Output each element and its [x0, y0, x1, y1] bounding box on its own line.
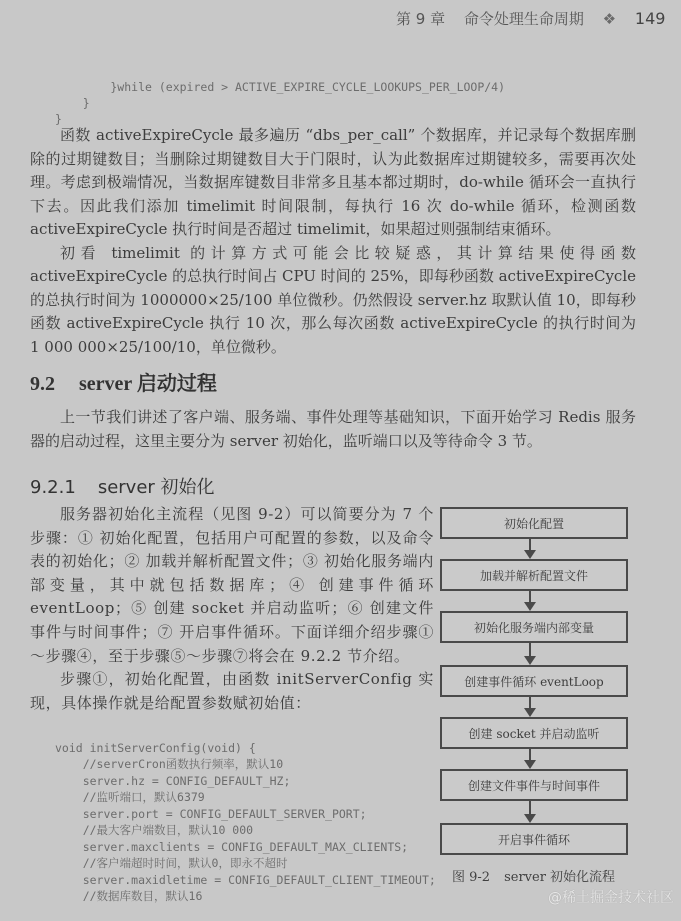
page-header: [396, 8, 665, 29]
page-number: 149: [634, 9, 666, 28]
paragraph: 初看 timelimit 的计算方式可能会比较疑惑，其计算结果使得函数 activeExpireCycle 的总执行时间占 CPU 时间的 25%，即每秒函数 activeExpireCycle 的总执行时间为 1000000×25/100 单位微秒。仍然假设 server.hz 取默认值 10，即每秒函数 activeExpireCycle 执行 10 次，那么每次函数 activeExpireCycle 的执行时间为 1 000 000×25/100/10，单位微秒。: [30, 243, 636, 356]
flow-step-init-config: 初始化配置: [440, 507, 628, 539]
code-line: server.maxidletime = CONFIG_DEFAULT_CLIENT_TIMEOUT;: [55, 872, 436, 887]
subsection-title: server 初始化: [97, 477, 215, 498]
ornament-icon: ❖: [602, 10, 617, 28]
arrow-down-icon: [529, 539, 531, 557]
paragraph: 服务器初始化主流程（见图 9-2）可以简要分为 7 个步骤：① 初始化配置，包括用户可配置的参数，以及命令表的初始化；② 加载并解析配置文件；③ 初始化服务端内部变量，其中就包括数据库；④ 创建事件循环 eventLoop；⑤ 创建 socket 并启动监听；⑥ 创建文件事件与时间事件；⑦ 开启事件循环。下面详细介绍步骤①～步骤④，至于步骤⑤～步骤⑦将会在 9.2.2 节介绍。: [30, 505, 434, 665]
code-line: }while (expired > ACTIVE_EXPIRE_CYCLE_LOOKUPS_PER_LOOP/4): [55, 80, 506, 94]
code-line: //数据库数目，默认16: [55, 889, 203, 903]
arrow-down-icon: [529, 643, 531, 663]
code-line: server.hz = CONFIG_DEFAULT_HZ;: [55, 773, 291, 788]
body-text-top: [30, 124, 636, 359]
code-line: }: [55, 96, 90, 110]
arrow-down-icon: [529, 749, 531, 767]
code-line: //监听端口，默认6379: [55, 790, 205, 804]
paragraph: 函数 activeExpireCycle 最多遍历 “dbs_per_call” 个数据库，并记录每个数据库删除的过期键数目；当删除过期键数目大于门限时，认为此数据库过期键较多，需要再次处理。考虑到极端情况，当数据库键数目非常多且基本都过期时，do-while 循环会一直执行下去。因此我们添加 timelimit 时间限制，每执行 16 次 do-while 循环，检测函数 activeExpireCycle 执行时间是否超过 timelimit，如果超过则强制结束循环。: [30, 126, 636, 238]
figure-label: 图 9-2: [452, 870, 491, 885]
code-block-init-server-config: [55, 723, 436, 921]
subsection-body: [30, 503, 434, 715]
figure-caption: [452, 866, 615, 885]
section-number: 9.2: [30, 373, 55, 395]
code-line: server.maxclients = CONFIG_DEFAULT_MAX_CLIENTS;: [55, 839, 409, 854]
paragraph: 步骤①，初始化配置，由函数 initServerConfig 实现，具体操作就是给配置参数赋初始值：: [30, 670, 434, 712]
code-line: void initServerConfig(void) {: [55, 740, 256, 755]
watermark: @稀土掘金技术社区: [548, 890, 674, 906]
flow-step-load-config-file: 加载并解析配置文件: [440, 559, 628, 591]
chapter-label: 第 9 章: [396, 10, 446, 28]
subsection-number: 9.2.1: [30, 477, 76, 498]
flow-step-start-event-loop: 开启事件循环: [440, 823, 628, 855]
code-line: //serverCron函数执行频率，默认10: [55, 757, 284, 771]
section-heading: [30, 367, 217, 396]
paragraph: 上一节我们讲述了客户端、服务端、事件处理等基础知识，下面开始学习 Redis 服务器的启动过程，这里主要分为 server 初始化，监听端口以及等待命令 3 节。: [30, 408, 636, 450]
arrow-down-icon: [529, 697, 531, 715]
arrow-down-icon: [529, 591, 531, 609]
figure-title: server 初始化流程: [504, 870, 616, 885]
section-intro: [30, 406, 636, 453]
code-line: server.port = CONFIG_DEFAULT_SERVER_PORT;: [55, 806, 367, 821]
code-line: //最大客户端数目，默认10 000: [55, 823, 254, 837]
flow-step-create-events: 创建文件事件与时间事件: [440, 769, 628, 801]
arrow-down-icon: [529, 801, 531, 821]
flow-step-init-internal-vars: 初始化服务端内部变量: [440, 611, 628, 643]
flow-step-create-eventloop: 创建事件循环 eventLoop: [440, 665, 628, 697]
chapter-title: 命令处理生命周期: [463, 10, 584, 28]
subsection-heading: [30, 473, 215, 499]
code-line: //客户端超时时间，默认0，即永不超时: [55, 856, 288, 870]
section-title: server 启动过程: [79, 373, 217, 395]
flow-step-create-socket: 创建 socket 并启动监听: [440, 717, 628, 749]
code-line: }: [55, 112, 62, 126]
